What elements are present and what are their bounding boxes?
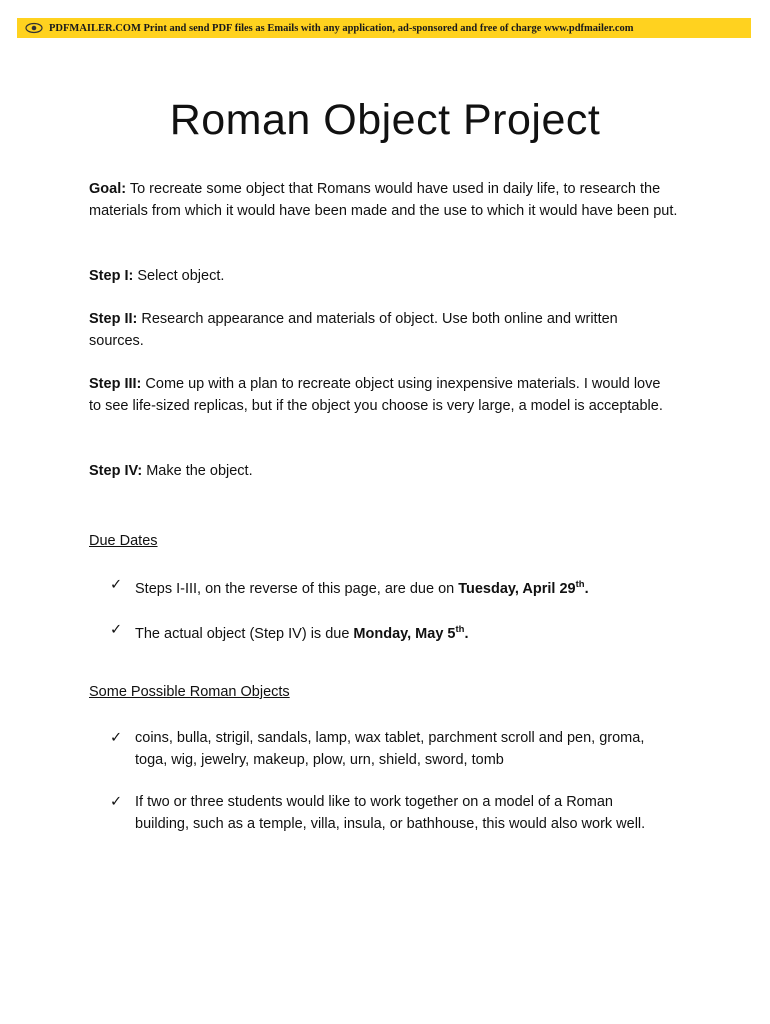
due-date-item bbox=[110, 574, 680, 600]
goal-paragraph bbox=[89, 178, 689, 222]
due-date-value: Tuesday, April 29th. bbox=[458, 579, 589, 597]
object-list-item bbox=[110, 727, 650, 771]
step-4-paragraph bbox=[89, 460, 689, 482]
checkmark-icon: ✓ bbox=[110, 577, 123, 593]
step-2-label: Step II: bbox=[89, 311, 138, 327]
object-list-text: If two or three students would like to work together on a model of a Roman building, such as a temple, villa, insula, or bathhouse, this would also work well. bbox=[135, 794, 646, 832]
step-1-paragraph bbox=[89, 265, 689, 287]
step-4-label: Step IV: bbox=[89, 463, 143, 479]
step-3-text: Come up with a plan to recreate object using inexpensive materials. I would love to see life-sized replicas, but if the object you choose is very large, a model is acceptable. bbox=[89, 376, 663, 414]
pdfmailer-banner bbox=[17, 18, 751, 38]
object-list-item bbox=[110, 791, 670, 835]
banner-text: PDFMAILER.COM Print and send PDF files as Emails with any application, ad-sponsored and free of charge www.pdfmailer.com bbox=[49, 22, 634, 34]
due-date-text: The actual object (Step IV) is due Monday, May 5th. bbox=[135, 624, 469, 642]
due-date-text: Steps I-III, on the reverse of this page, are due on Tuesday, April 29th. bbox=[135, 579, 589, 597]
checkmark-icon: ✓ bbox=[110, 622, 123, 638]
step-4-text: Make the object. bbox=[142, 463, 253, 479]
step-2-text: Research appearance and materials of object. Use both online and written sources. bbox=[89, 311, 618, 349]
eye-logo-icon bbox=[25, 22, 43, 34]
step-3-paragraph bbox=[89, 373, 674, 417]
due-date-item bbox=[110, 619, 680, 645]
step-2-paragraph bbox=[89, 308, 649, 352]
step-1-label: Step I: bbox=[89, 268, 134, 284]
due-dates-heading: Due Dates bbox=[89, 533, 158, 549]
step-3-label: Step III: bbox=[89, 376, 142, 392]
checkmark-icon: ✓ bbox=[110, 730, 123, 746]
step-1-text: Select object. bbox=[133, 268, 225, 284]
page-title: Roman Object Project bbox=[169, 96, 601, 144]
due-date-value: Monday, May 5th. bbox=[353, 624, 469, 642]
goal-label: Goal: bbox=[89, 181, 127, 197]
possible-objects-heading: Some Possible Roman Objects bbox=[89, 684, 290, 700]
goal-text: To recreate some object that Romans would have used in daily life, to research the materials from which it would have been made and the use to which it would have been put. bbox=[89, 181, 678, 219]
object-list-text: coins, bulla, strigil, sandals, lamp, wax tablet, parchment scroll and pen, groma, toga, wig, jewelry, makeup, plow, urn, shield, sword, tomb bbox=[135, 730, 645, 768]
checkmark-icon: ✓ bbox=[110, 794, 123, 810]
